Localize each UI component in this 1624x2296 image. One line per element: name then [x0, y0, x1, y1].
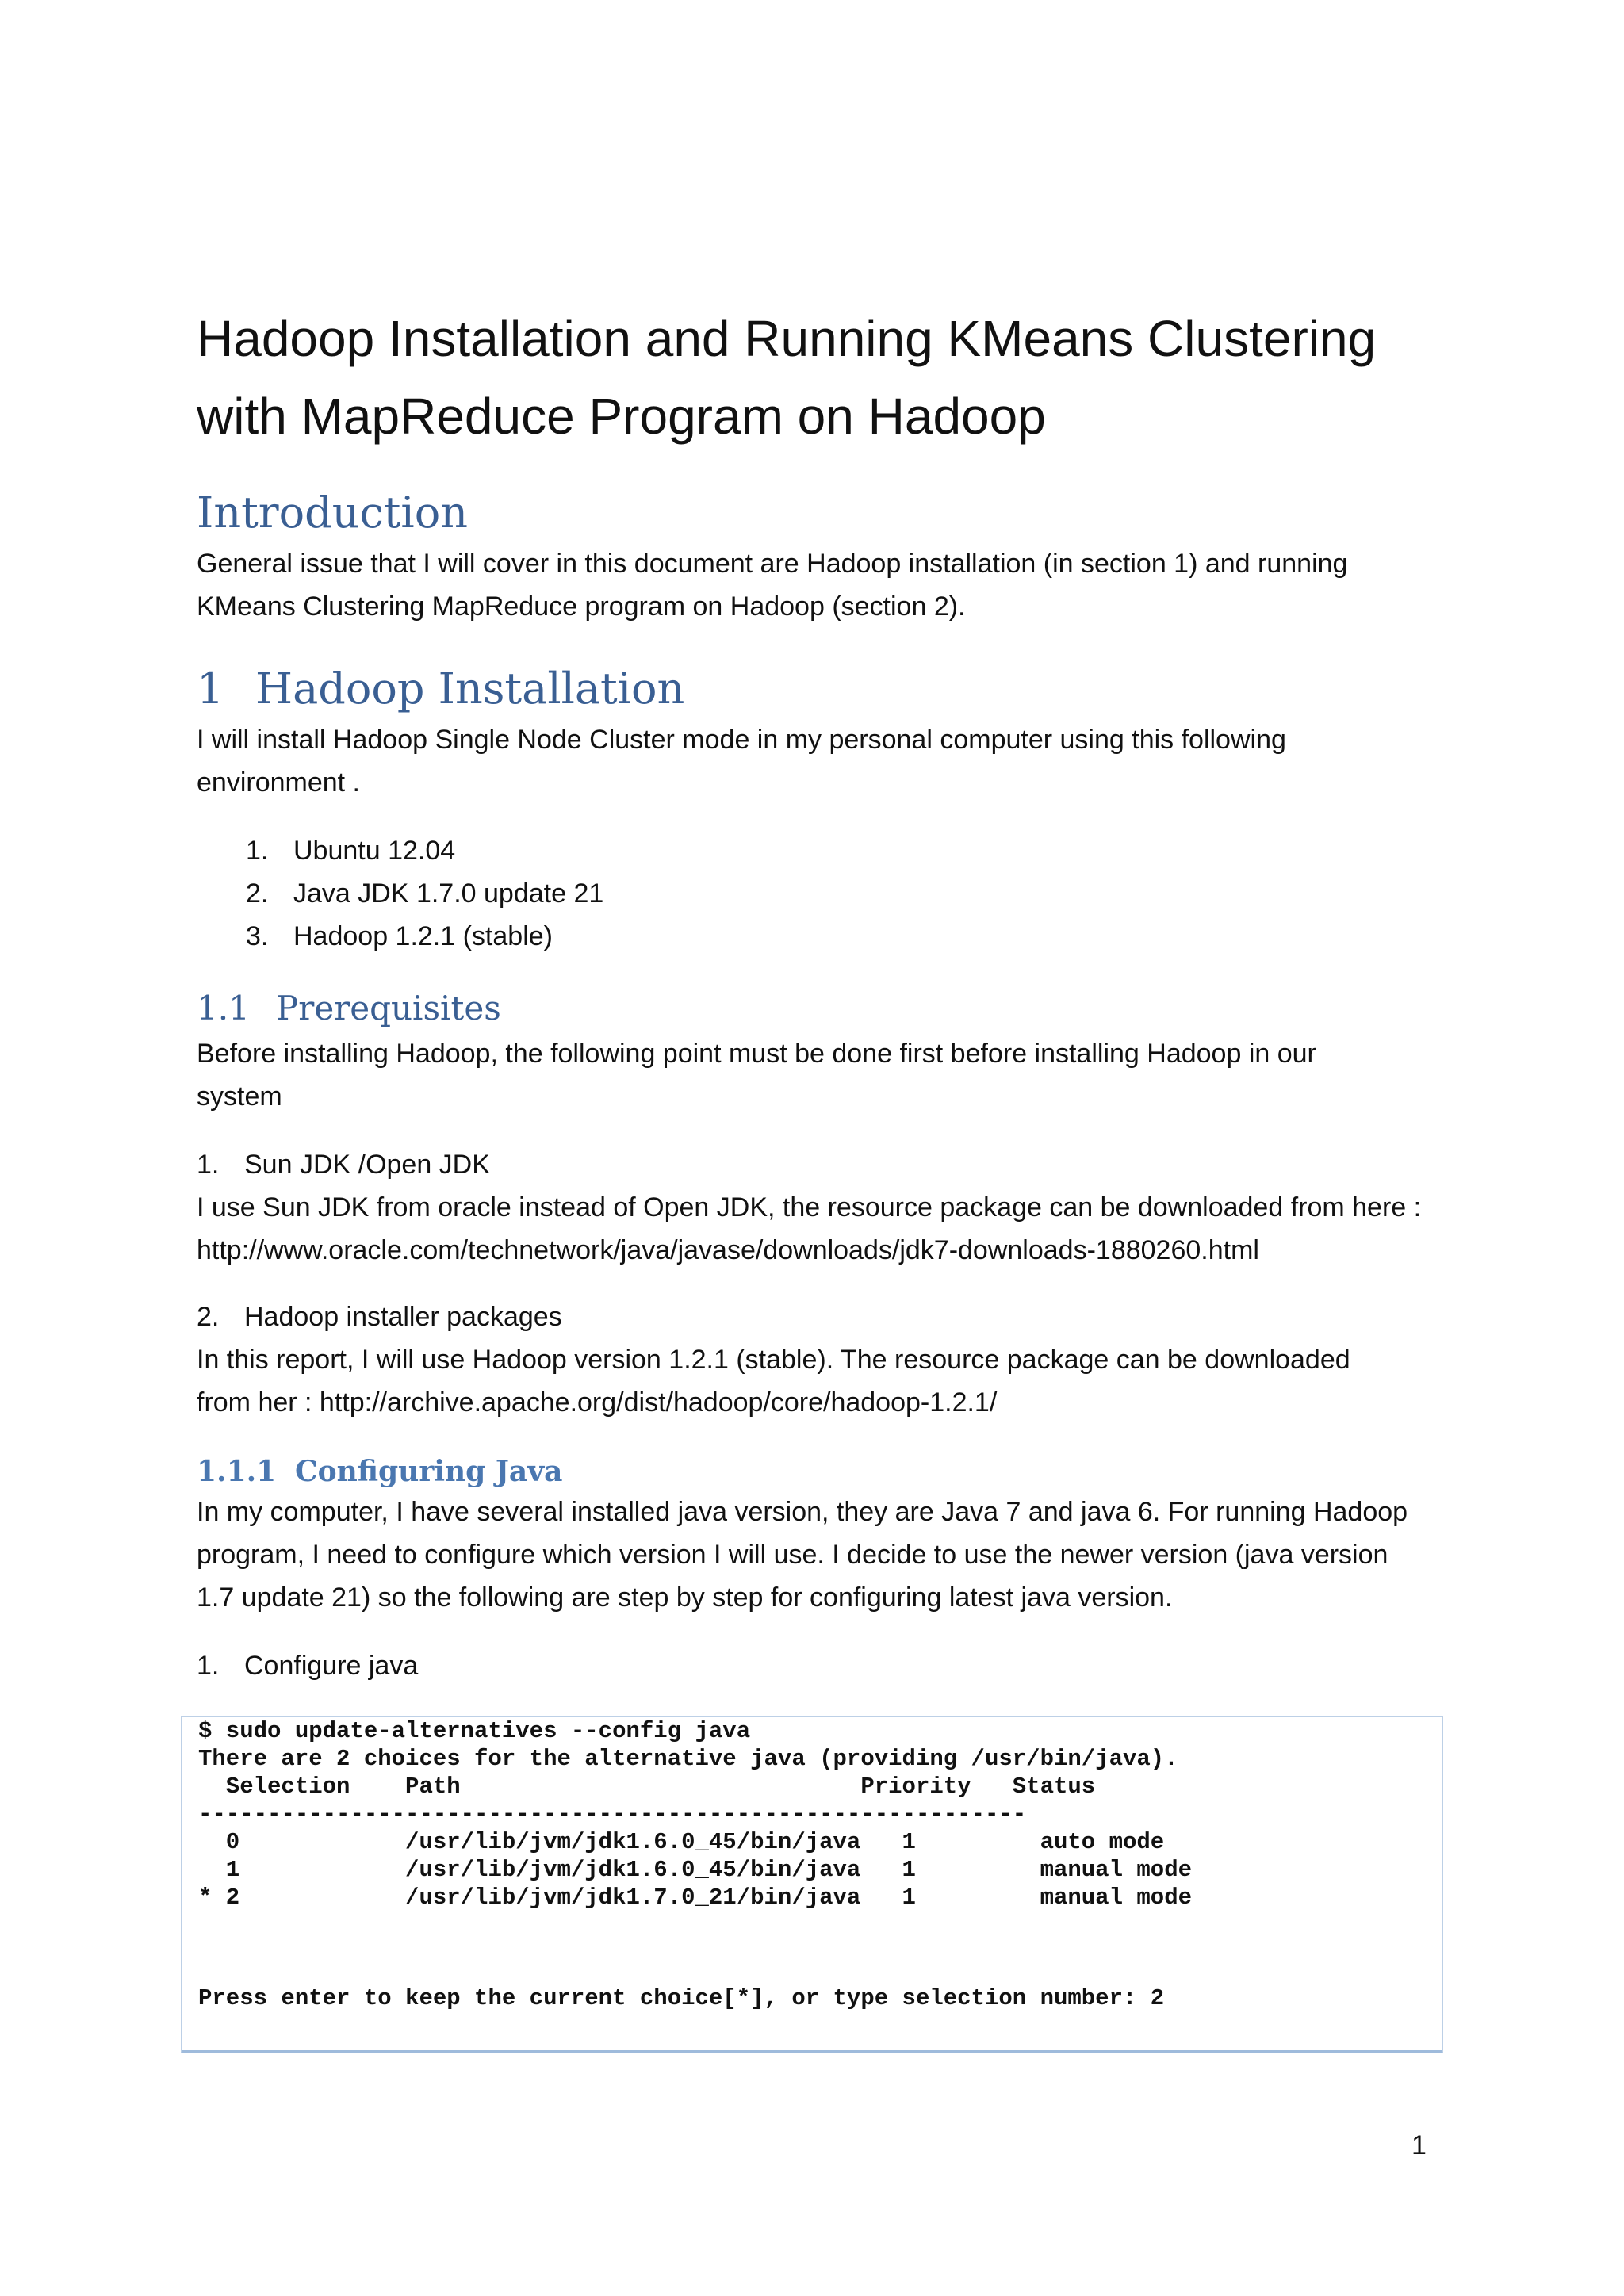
section-number: 1.1.1 — [197, 1455, 277, 1488]
heading-introduction: Introduction — [197, 488, 468, 538]
paragraph-line: 1.7 update 21) so the following are step by step for configuring latest java version. — [197, 1582, 1173, 1613]
terminal-code-block — [181, 1716, 1443, 2053]
page-number: 1 — [1411, 2130, 1427, 2160]
paragraph-line: from her : http://archive.apache.org/dist/hadoop/core/hadoop-1.2.1/ — [197, 1387, 998, 1418]
paragraph-line: In this report, I will use Hadoop version 1.2.1 (stable). The resource package can be downloaded — [197, 1345, 1350, 1375]
code-line: 1 /usr/lib/jvm/jdk1.6.0_45/bin/java 1 manual mode — [198, 1857, 1193, 1883]
paragraph-line: In my computer, I have several installed java version, they are Java 7 and java 6. For running Hadoop — [197, 1497, 1408, 1527]
section-title: Hadoop Installation — [255, 664, 685, 714]
code-line: 0 /usr/lib/jvm/jdk1.6.0_45/bin/java 1 auto mode — [198, 1829, 1165, 1855]
prerequisite-item-jdk: 1. Sun JDK /Open JDK I use Sun JDK from oracle instead of Open JDK, the resource package can be downloaded from here : http://www.oracle.com/technetwork/java/javase/downloads/jdk7-downloads-1880260.html — [197, 1143, 1450, 1272]
list-item: 3. Hadoop 1.2.1 (stable) — [246, 921, 553, 951]
document-title — [197, 300, 1465, 455]
url-text: http://www.oracle.com/technetwork/java/javase/downloads/jdk7-downloads-1880260.html — [197, 1235, 1259, 1265]
section1-paragraph — [197, 718, 1450, 804]
section-title: Configuring Java — [295, 1455, 563, 1488]
section-title: Prerequisites — [276, 989, 501, 1027]
paragraph-line: system — [197, 1081, 282, 1112]
section-number: 1 — [197, 664, 224, 714]
paragraph-line: KMeans Clustering MapReduce program on Hadoop (section 2). — [197, 591, 966, 622]
configuring-java-paragraph — [197, 1490, 1450, 1619]
list-item: 2. Java JDK 1.7.0 update 21 — [246, 878, 604, 909]
step-configure-java: 1. Configure java — [197, 1651, 419, 1681]
paragraph-line: General issue that I will cover in this document are Hadoop installation (in section 1) and running — [197, 549, 1348, 579]
prerequisite-item-hadoop: 2. Hadoop installer packages In this report, I will use Hadoop version 1.2.1 (stable). The resource package can be downloaded from her : http://archive.apache.org/dist/hadoop/core/hadoop-1.2.1/ — [197, 1295, 1450, 1424]
section-number: 1.1 — [197, 989, 250, 1027]
paragraph-line: environment . — [197, 767, 360, 798]
code-prompt-line: Press enter to keep the current choice[*], or type selection number: 2 — [198, 1985, 1165, 2011]
code-line: $ sudo update-alternatives --config java — [198, 1718, 751, 1744]
title-line: Hadoop Installation and Running KMeans Clustering — [197, 310, 1377, 367]
code-line: ------------------------------------------------------------ — [198, 1801, 1027, 1827]
code-line: * 2 /usr/lib/jvm/jdk1.7.0_21/bin/java 1 manual mode — [198, 1885, 1193, 1911]
heading-prerequisites — [197, 986, 501, 1031]
environment-list — [246, 829, 603, 958]
code-line: Selection Path Priority Status — [198, 1774, 1096, 1800]
paragraph-line: I will install Hadoop Single Node Cluster mode in my personal computer using this following — [197, 725, 1286, 755]
list-item: 1. Ubuntu 12.04 — [246, 836, 456, 866]
heading-hadoop-installation — [197, 663, 684, 715]
prerequisites-paragraph — [197, 1032, 1450, 1118]
title-line: with MapReduce Program on Hadoop — [197, 388, 1046, 445]
paragraph-line: Before installing Hadoop, the following point must be done first before installing Hadoop in our — [197, 1039, 1316, 1069]
intro-paragraph — [197, 542, 1450, 628]
heading-configuring-java — [197, 1452, 562, 1490]
item-title: Sun JDK /Open JDK — [244, 1150, 490, 1180]
paragraph-line: I use Sun JDK from oracle instead of Open JDK, the resource package can be downloaded from here : — [197, 1192, 1422, 1223]
item-title: Hadoop installer packages — [244, 1302, 562, 1332]
code-line: There are 2 choices for the alternative java (providing /usr/bin/java). — [198, 1746, 1178, 1772]
paragraph-line: program, I need to configure which version I will use. I decide to use the newer version (java version — [197, 1540, 1388, 1570]
step-title: Configure java — [244, 1651, 419, 1681]
